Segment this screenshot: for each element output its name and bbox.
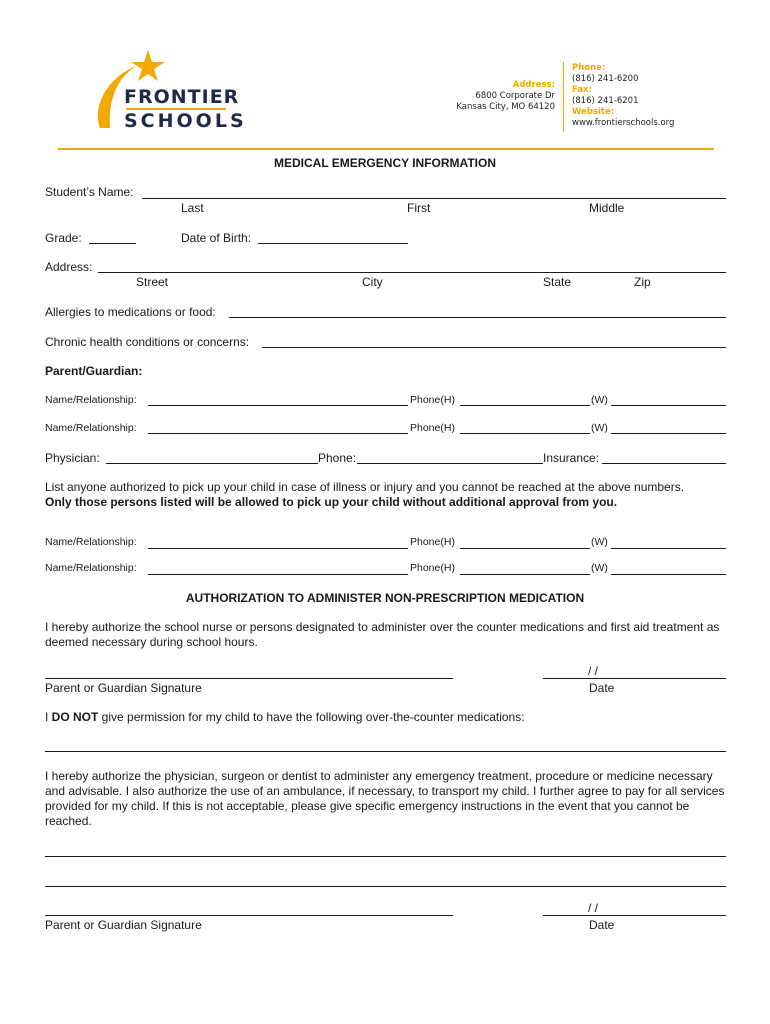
pickup2-phone-w-field[interactable]: [611, 574, 726, 575]
guardian1-phone-h-label: Phone(H): [410, 394, 455, 406]
website-value: www.frontierschools.org: [572, 118, 675, 128]
phone-value: (816) 241-6200: [572, 74, 639, 84]
address-field[interactable]: [98, 272, 726, 273]
phone-fax-web-block: [572, 63, 674, 129]
pickup1-name-field[interactable]: [148, 548, 408, 549]
insurance-field[interactable]: [602, 463, 726, 464]
website-label: Website:: [572, 107, 615, 117]
state-caption: State: [543, 275, 572, 289]
date-field-1[interactable]: [543, 678, 726, 679]
phone-label: Phone:: [572, 63, 606, 73]
chronic-label: Chronic health conditions or concerns:: [45, 335, 250, 349]
pickup1-name-label: Name/Relationship:: [45, 536, 137, 548]
last-caption: Last: [181, 201, 204, 215]
guardian2-phone-w-field[interactable]: [611, 433, 726, 434]
chronic-field[interactable]: [262, 347, 726, 348]
grade-label: Grade:: [45, 231, 82, 245]
pickup1-phone-w-field[interactable]: [611, 548, 726, 549]
emergency-instructions-field-1[interactable]: [45, 856, 726, 857]
do-not-statement: [45, 710, 525, 724]
address-label: Address:: [45, 260, 93, 274]
pickup1-phone-h-field[interactable]: [460, 548, 590, 549]
guardian2-phone-h-label: Phone(H): [410, 422, 455, 434]
emergency-instructions-field-2[interactable]: [45, 886, 726, 887]
logo-frontier-text: FRONTIER: [124, 86, 240, 108]
city-caption: City: [362, 275, 383, 289]
pickup2-name-field[interactable]: [148, 574, 408, 575]
address-line2: Kansas City, MO 64120: [456, 102, 555, 112]
auth-heading: AUTHORIZATION TO ADMINISTER NON-PRESCRIPTION MEDICATION: [185, 591, 585, 605]
middle-caption: Middle: [589, 201, 625, 215]
signature-label-2: Parent or Guardian Signature: [45, 918, 202, 932]
date-label-1: Date: [589, 681, 615, 695]
do-not-emphasis: DO NOT: [51, 710, 99, 724]
form-title: MEDICAL EMERGENCY INFORMATION: [273, 156, 496, 170]
fax-label: Fax:: [572, 85, 592, 95]
guardian2-name-label: Name/Relationship:: [45, 422, 137, 434]
address-block: [440, 80, 555, 113]
physician-phone-field[interactable]: [357, 463, 543, 464]
zip-caption: Zip: [634, 275, 651, 289]
first-caption: First: [407, 201, 431, 215]
signature-field-1[interactable]: [45, 678, 453, 679]
pickup2-phone-h-label: Phone(H): [410, 562, 455, 574]
frontier-logo: [88, 48, 247, 133]
do-not-prefix: I: [45, 710, 52, 724]
grade-field[interactable]: [89, 243, 136, 244]
auth-paragraph-2: I hereby authorize the physician, surgeon or dentist to administer any emergency treatment, procedure or medicine necessary and advisable. I also authorize the use of an ambulance, if necessary, to transport my child. I further agree to pay for all services provided for my child. If this is not acceptable, please give specific emergency instructions in the event that you cannot be reached.: [45, 769, 725, 828]
street-caption: Street: [136, 275, 169, 289]
pickup2-name-label: Name/Relationship:: [45, 562, 137, 574]
guardian2-name-field[interactable]: [148, 433, 408, 434]
guardian1-phone-w-label: (W): [591, 394, 608, 406]
student-name-label: Student’s Name:: [45, 185, 134, 199]
student-name-field[interactable]: [142, 198, 726, 199]
guardian-heading: Parent/Guardian:: [45, 364, 143, 378]
guardian2-phone-h-field[interactable]: [460, 433, 590, 434]
fax-value: (816) 241-6201: [572, 96, 639, 106]
guardian2-phone-w-label: (W): [591, 422, 608, 434]
auth-paragraph-1: I hereby authorize the school nurse or persons designated to administer over the counter medications and first aid treatment as deemed necessary during school hours.: [45, 620, 720, 649]
pickup-warning: Only those persons listed will be allowed to pick up your child without additional approval from you.: [45, 495, 618, 509]
do-not-suffix: give permission for my child to have the following over-the-counter medications:: [98, 710, 525, 724]
pickup1-phone-w-label: (W): [591, 536, 608, 548]
pickup2-phone-h-field[interactable]: [460, 574, 590, 575]
guardian1-name-field[interactable]: [148, 405, 408, 406]
signature-label-1: Parent or Guardian Signature: [45, 681, 202, 695]
guardian1-name-label: Name/Relationship:: [45, 394, 137, 406]
header-rule: [58, 148, 714, 150]
physician-label: Physician:: [45, 451, 100, 465]
pickup1-phone-h-label: Phone(H): [410, 536, 455, 548]
otc-medications-field[interactable]: [45, 751, 726, 752]
allergies-field[interactable]: [229, 317, 726, 318]
physician-phone-label: Phone:: [318, 451, 357, 465]
pickup-instruction: List anyone authorized to pick up your child in case of illness or injury and you cannot be reached at the above numbers.: [45, 480, 685, 494]
date-slashes-2: / /: [588, 901, 599, 915]
address-line1: 6800 Corporate Dr: [475, 91, 555, 101]
dob-label: Date of Birth:: [181, 231, 252, 245]
contact-divider: [563, 62, 564, 132]
guardian1-phone-w-field[interactable]: [611, 405, 726, 406]
allergies-label: Allergies to medications or food:: [45, 305, 216, 319]
date-field-2[interactable]: [543, 915, 726, 916]
date-slashes-1: / /: [588, 664, 599, 678]
insurance-label: Insurance:: [543, 451, 600, 465]
signature-field-2[interactable]: [45, 915, 453, 916]
date-label-2: Date: [589, 918, 615, 932]
dob-field[interactable]: [258, 243, 408, 244]
pickup2-phone-w-label: (W): [591, 562, 608, 574]
logo-schools-text: SCHOOLS: [124, 110, 247, 132]
address-label: Address:: [512, 80, 555, 90]
guardian1-phone-h-field[interactable]: [460, 405, 590, 406]
physician-field[interactable]: [106, 463, 318, 464]
